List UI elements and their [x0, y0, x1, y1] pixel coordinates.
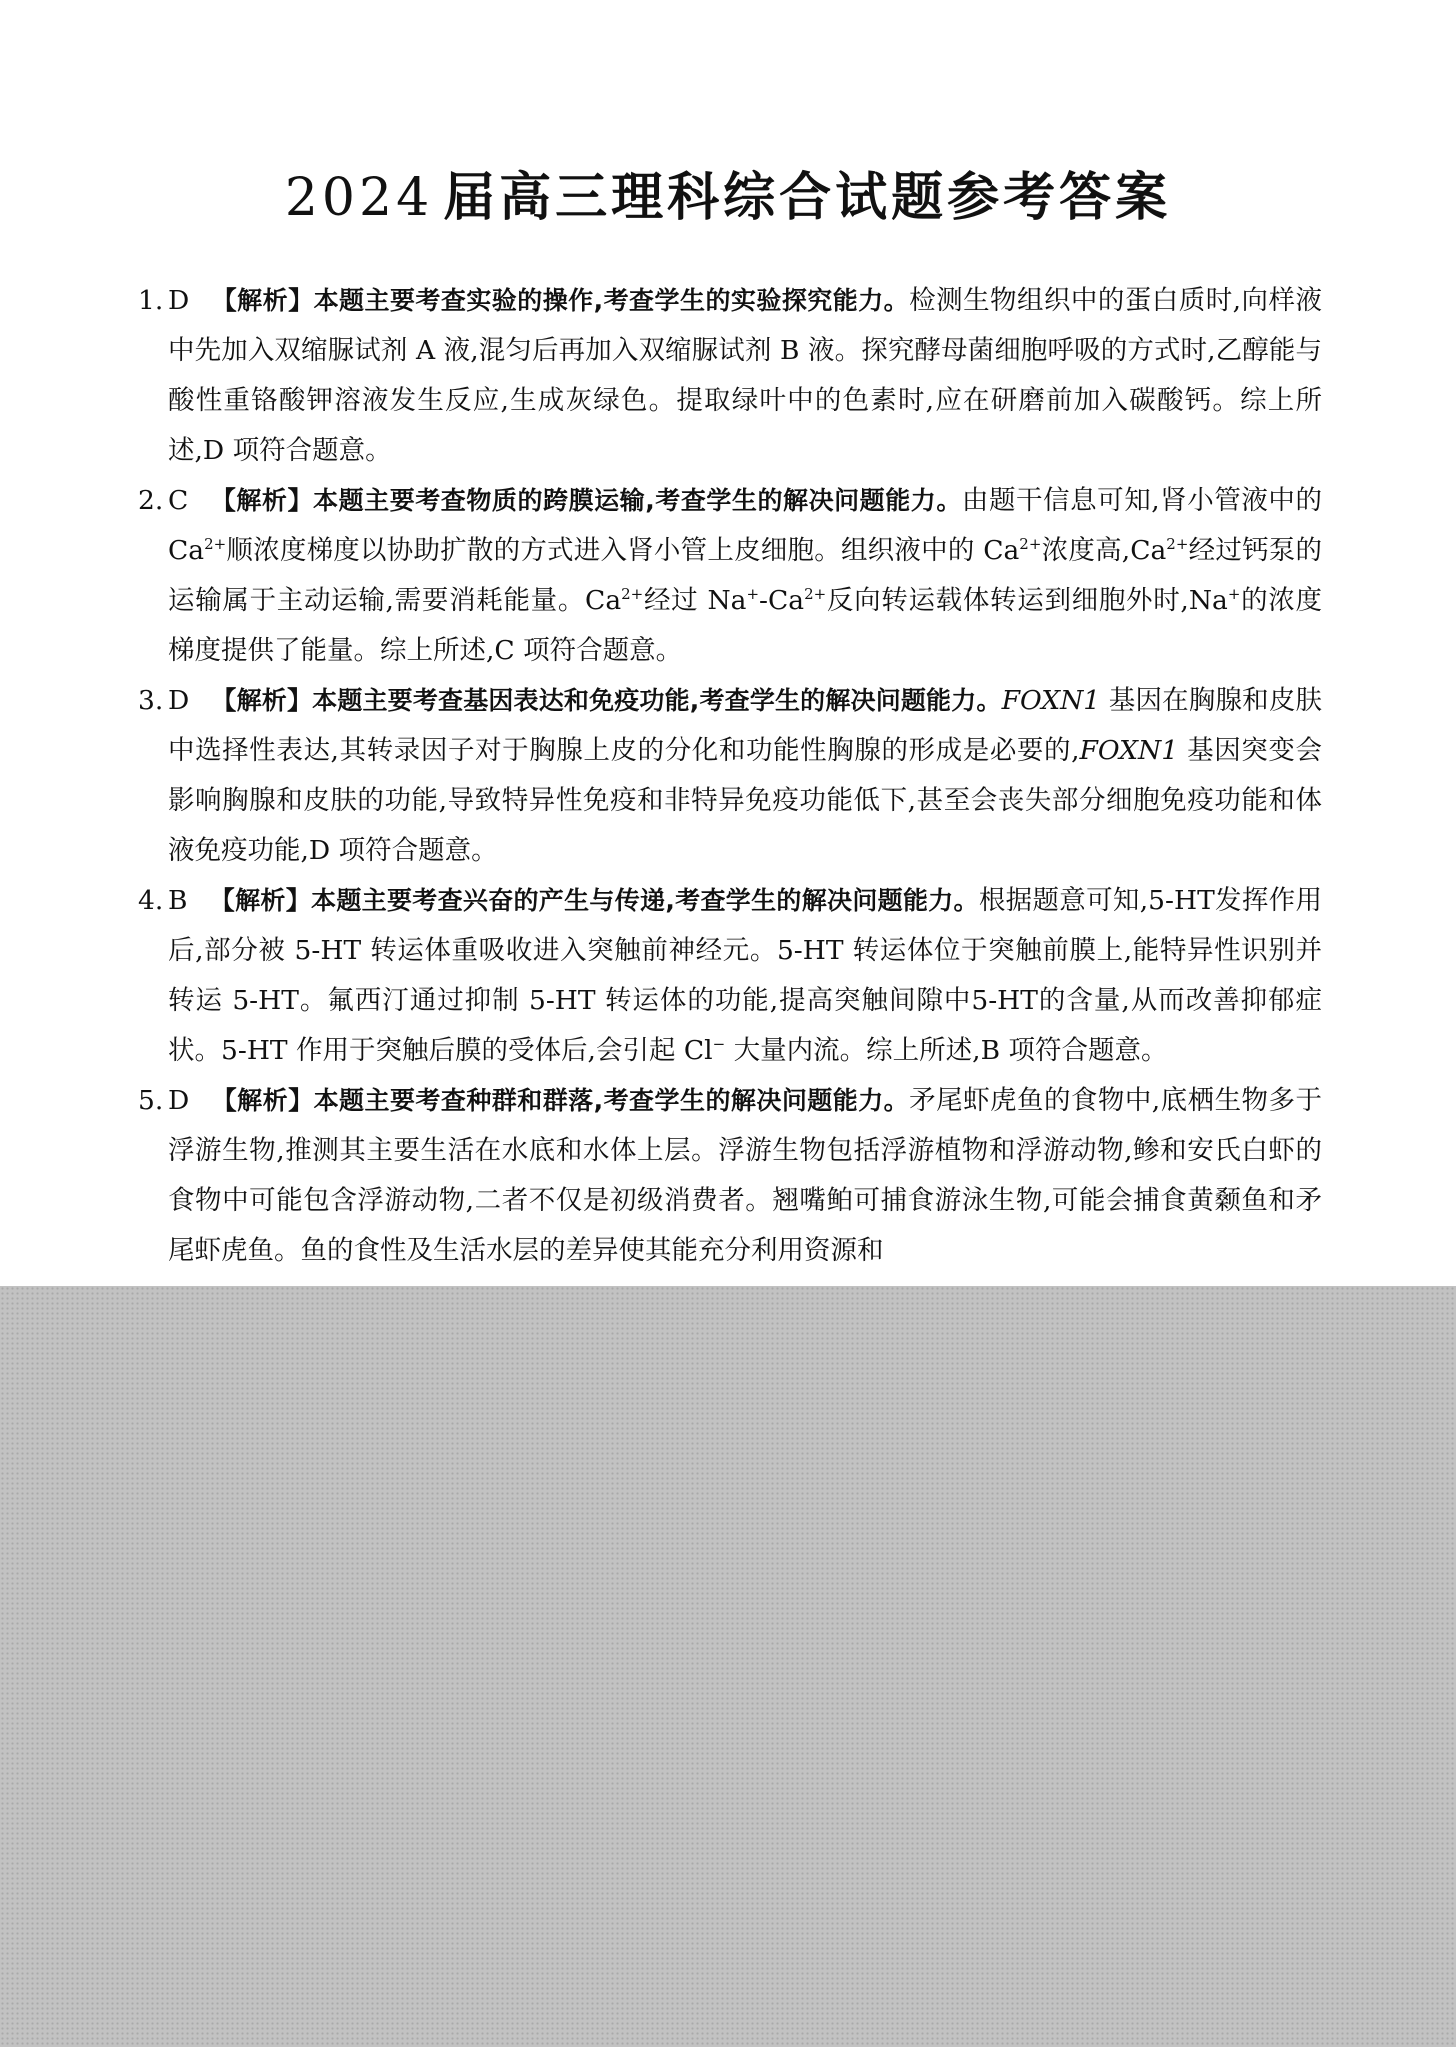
- analysis-body-text: 浓度高,Ca: [1041, 535, 1167, 566]
- answer-choice: D: [168, 1085, 190, 1116]
- analysis-body-text: 基因在胸腺和皮肤中选择性表达,其转录因子对于胸腺上皮的分化和功能性胸腺的形成是必要的,: [168, 685, 1323, 766]
- analysis-body-text: 基因突变会影响胸腺和皮肤的功能,导致特异性免疫和非特异免疫功能低下,甚至会丧失部分细胞免疫功能和体液免疫功能,D 项符合题意。: [168, 735, 1322, 866]
- gene-name: FOXN1: [1001, 685, 1101, 716]
- answer-number: 4.: [138, 885, 164, 916]
- superscript: 2+: [804, 585, 827, 603]
- analysis-tag: 【解析】: [209, 886, 312, 915]
- answer-item-5: [138, 1076, 1322, 1276]
- analysis-body-text: 根据题意可知,5-HT发挥作用后,部分被 5-HT 转运体重吸收进入突触前神经元。5-HT 转运体位于突触前膜上,能特异性识别并转运 5-HT。氟西汀通过抑制 5-HT 转运体的功能,提高突触间隙中5-HT的含量,从而改善抑郁症状。5-HT 作用于突触后膜的受体后,会引起 Cl: [168, 885, 1322, 1066]
- gene-name: FOXN1: [1079, 735, 1179, 766]
- analysis-lead: 本题主要考查实验的操作,考查学生的实验探究能力。: [313, 286, 910, 315]
- answer-choice: C: [168, 485, 189, 516]
- analysis-lead: 本题主要考查物质的跨膜运输,考查学生的解决问题能力。: [313, 486, 962, 515]
- analysis-tag: 【解析】: [211, 286, 314, 315]
- analysis-lead: 本题主要考查种群和群落,考查学生的解决问题能力。: [313, 1086, 910, 1115]
- answer-item-1: [138, 276, 1322, 476]
- analysis-body-text: 反向转运载体转运到细胞外时,Na: [826, 585, 1228, 616]
- answer-number: 2.: [138, 485, 164, 516]
- answer-choice: D: [168, 285, 190, 316]
- analysis-body-text: 由题干信息可知,肾小管液中的 Ca: [168, 485, 1322, 566]
- analysis-tag: 【解析】: [210, 486, 314, 515]
- answer-number: 1.: [138, 285, 164, 316]
- superscript: 2+: [1166, 535, 1189, 553]
- analysis-body-text: 经过 Na: [643, 585, 747, 616]
- analysis-tag: 【解析】: [211, 686, 313, 715]
- analysis-body-text: 的浓度梯度提供了能量。综上所述,C 项符合题意。: [168, 585, 1323, 666]
- analysis-body-text: 大量内流。综上所述,B 项符合题意。: [733, 1035, 1168, 1066]
- answer-number: 5.: [138, 1085, 164, 1116]
- answer-choice: D: [168, 685, 190, 716]
- answer-number: 3.: [138, 685, 164, 716]
- title-year: 2024: [284, 168, 434, 228]
- superscript: −: [712, 1035, 726, 1053]
- superscript: 2+: [621, 585, 644, 603]
- analysis-body: 矛尾虾虎鱼的食物中,底栖生物多于浮游生物,推测其主要生活在水底和水体上层。浮游生物包括浮游植物和浮游动物,鲹和安氏白虾的食物中可能包含浮游动物,二者不仅是初级消费者。翘嘴鲌可捕食游泳生物,可能会捕食黄颡鱼和矛尾虾虎鱼。鱼的食性及生活水层的差异使其能充分利用资源和: [168, 1085, 1322, 1266]
- analysis-body-text: 经过钙泵的运输属于主动运输,需要消耗能量。Ca: [168, 535, 1323, 616]
- analysis-lead: 本题主要考查基因表达和免疫功能,考查学生的解决问题能力。: [312, 686, 1002, 715]
- analysis-body-text: 顺浓度梯度以协助扩散的方式进入肾小管上皮细胞。组织液中的 Ca: [226, 535, 1020, 566]
- analysis-lead: 本题主要考查兴奋的产生与传递,考查学生的解决问题能力。: [311, 886, 979, 915]
- superscript: +: [1227, 585, 1241, 603]
- analysis-body: 检测生物组织中的蛋白质时,向样液中先加入双缩脲试剂 A 液,混匀后再加入双缩脲试剂 B 液。探究酵母菌细胞呼吸的方式时,乙醇能与酸性重铬酸钾溶液发生反应,生成灰绿色。提取绿叶中的色素时,应在研磨前加入碳酸钙。综上所述,D 项符合题意。: [168, 285, 1322, 466]
- analysis-body-text: -Ca: [759, 585, 805, 616]
- page-title: [0, 155, 1456, 230]
- title-text: 届高三理科综合试题参考答案: [443, 168, 1172, 228]
- answer-item-4: [138, 876, 1322, 1076]
- dotted-overlay: [0, 1286, 1456, 2047]
- answer-item-2: [138, 476, 1322, 676]
- answer-choice: B: [168, 885, 188, 916]
- superscript: 2+: [204, 535, 227, 553]
- answer-item-3: [138, 676, 1322, 876]
- superscript: 2+: [1019, 535, 1042, 553]
- analysis-tag: 【解析】: [211, 1086, 314, 1115]
- superscript: +: [746, 585, 760, 603]
- answer-list: [138, 276, 1322, 1276]
